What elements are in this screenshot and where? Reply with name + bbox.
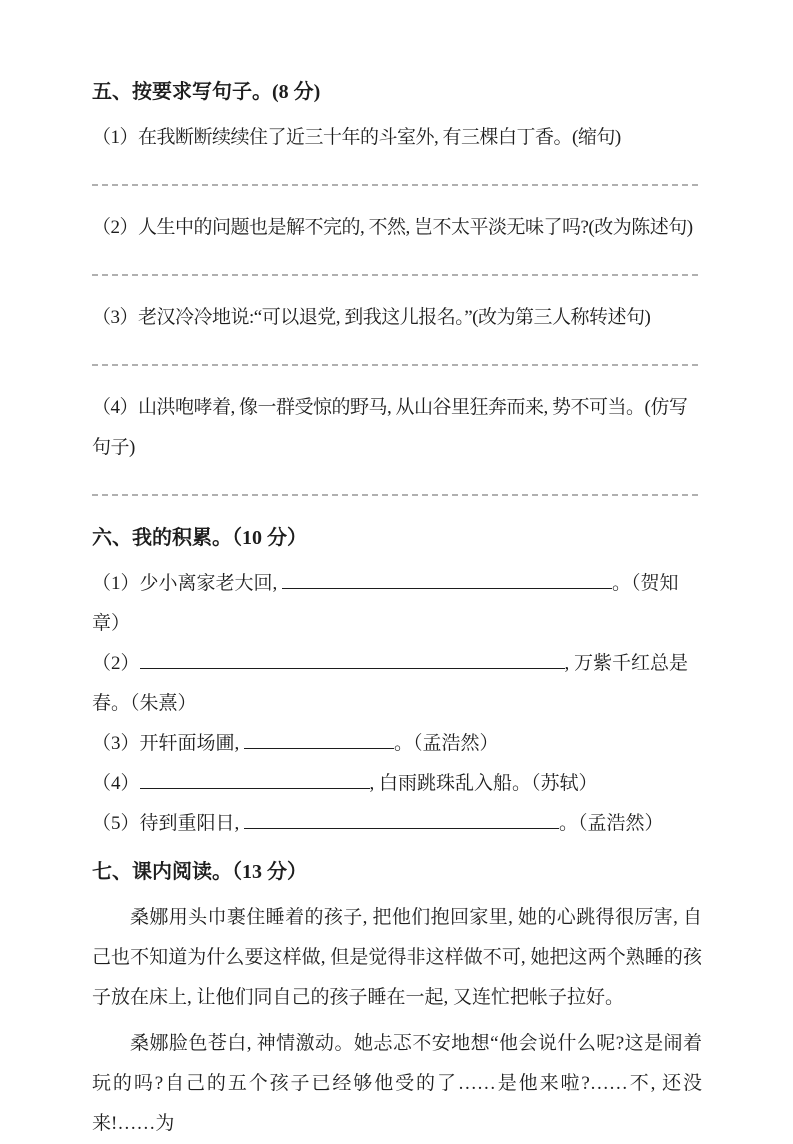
answer-line-1[interactable] bbox=[92, 184, 702, 186]
reading-paragraph-1: 桑娜用头巾裹住睡着的孩子, 把他们抱回家里, 她的心跳得很厉害, 自己也不知道为什么要这样做, 但是觉得非这样做不可, 她把这两个熟睡的孩子放在床上, 让他们同自己的孩子睡在一起, 又连忙把帐子拉好。 bbox=[92, 907, 702, 1008]
fill-item-5-prefix: （5）待到重阳日, bbox=[92, 813, 245, 834]
answer-line-3[interactable] bbox=[92, 364, 702, 366]
fill-item-5-suffix: 。（孟浩然） bbox=[559, 813, 664, 834]
answer-blank-1[interactable] bbox=[282, 570, 612, 589]
section-six-title: 六、我的积累。（10 分） bbox=[92, 527, 307, 549]
fill-item-2 bbox=[92, 644, 702, 724]
answer-blank-2[interactable] bbox=[140, 650, 565, 669]
question-1 bbox=[92, 118, 702, 186]
section-six bbox=[92, 518, 702, 844]
question-1-text: （1）在我断断续续住了近三十年的斗室外, 有三棵白丁香。(缩句) bbox=[92, 127, 621, 148]
answer-line-2[interactable] bbox=[92, 274, 702, 276]
section-five-title: 五、按要求写句子。(8 分) bbox=[92, 81, 321, 103]
section-five bbox=[92, 72, 702, 496]
question-3-text: （3）老汉冷冷地说:“可以退党, 到我这儿报名。”(改为第三人称转述句) bbox=[92, 307, 651, 328]
reading-paragraph-2: 桑娜脸色苍白, 神情激动。她忐忑不安地想“他会说什么呢?这是闹着玩的吗?自己的五个孩子已经够他受的了……是他来啦?……不, 还没来!……为 bbox=[92, 1033, 702, 1134]
fill-item-1-prefix: （1）少小离家老大回, bbox=[92, 573, 283, 594]
question-2-text: （2）人生中的问题也是解不完的, 不然, 岂不太平淡无味了吗?(改为陈述句) bbox=[92, 217, 693, 238]
fill-item-2-prefix: （2） bbox=[92, 653, 140, 674]
fill-item-1 bbox=[92, 564, 702, 644]
answer-blank-5[interactable] bbox=[244, 810, 559, 829]
fill-item-3-suffix: 。（孟浩然） bbox=[394, 733, 499, 754]
fill-item-4 bbox=[92, 764, 702, 804]
answer-blank-3[interactable] bbox=[244, 730, 394, 749]
fill-item-2-suffix: , 万紫千红总是春。（朱熹） bbox=[92, 653, 689, 714]
section-seven bbox=[92, 852, 702, 1144]
fill-item-4-suffix: , 白雨跳珠乱入船。（苏轼） bbox=[369, 773, 598, 794]
answer-line-4[interactable] bbox=[92, 494, 702, 496]
question-4 bbox=[92, 388, 702, 496]
answer-blank-4[interactable] bbox=[140, 770, 370, 789]
section-seven-title: 七、课内阅读。（13 分） bbox=[92, 861, 307, 883]
question-2 bbox=[92, 208, 702, 276]
question-3 bbox=[92, 298, 702, 366]
fill-item-1-suffix: 。（贺知章） bbox=[92, 573, 679, 634]
fill-item-5 bbox=[92, 804, 702, 844]
fill-item-3 bbox=[92, 724, 702, 764]
fill-item-3-prefix: （3）开轩面场圃, bbox=[92, 733, 245, 754]
question-4-text: （4）山洪咆哮着, 像一群受惊的野马, 从山谷里狂奔而来, 势不可当。(仿写句子) bbox=[92, 397, 688, 458]
fill-item-4-prefix: （4） bbox=[92, 773, 140, 794]
